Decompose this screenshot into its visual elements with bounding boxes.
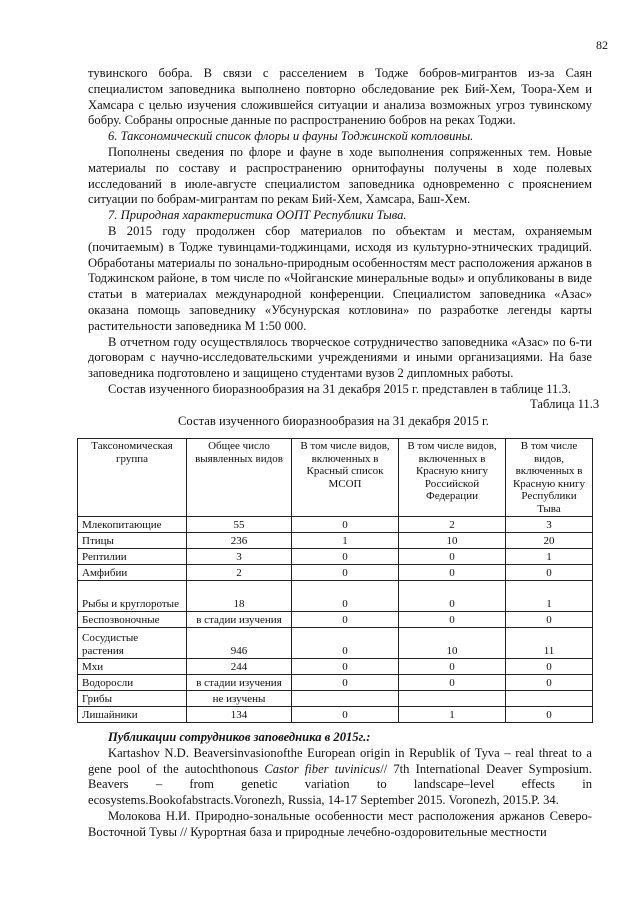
publication-1 (88, 746, 592, 809)
cell-tyva: 1 (506, 549, 593, 565)
cell-iucn: 0 (292, 581, 399, 612)
table-row (78, 612, 593, 628)
table-row (78, 659, 593, 675)
cell-total: не изучены (187, 691, 292, 707)
cell-total: 55 (187, 517, 292, 533)
cell-group: Рептилии (78, 549, 187, 565)
cell-tyva: 3 (506, 517, 593, 533)
publication-1-text-a: Kartashov N.D. Beaversinvasionofthe European origin in Republik of Tyva – real threat to a gene pool of the autochthonous (88, 745, 592, 776)
table-row (78, 565, 593, 581)
section7-heading: 7. Природная характеристика ООПТ Республики Тыва. (108, 208, 407, 223)
header-iucn: В том числе видов, включенных в Красный список МСОП (292, 439, 399, 517)
header-rf-redbook: В том числе видов, включенных в Красную книгу Российской Федерации (399, 439, 506, 517)
cell-total: 244 (187, 659, 292, 675)
table-row (78, 675, 593, 691)
section7-text3: Состав изученного биоразнообразия на 31 декабря 2015 г. представлен в таблице 11.3. (108, 381, 571, 396)
table-number: Таблица 11.3 (530, 397, 600, 411)
cell-rf: 10 (399, 628, 506, 659)
cell-rf: 0 (399, 675, 506, 691)
cell-iucn (292, 691, 399, 707)
table-row (78, 549, 593, 565)
cell-iucn: 0 (292, 612, 399, 628)
cell-total: 2 (187, 565, 292, 581)
paragraph-beaver: тувинского бобра. В связи с расселением в Тодже бобров-мигрантов из-за Саян специалистом заповедника выполнено повторно обследование рек Бий-Хем, Тоора-Хем и Хамсара с целью изучения сложившейся ситуации и анализа возможных угроз тувинскому бобру. Собраны опросные данные по распространению бобров на реках Тоджи. (88, 66, 592, 128)
cell-iucn: 0 (292, 517, 399, 533)
cell-rf: 0 (399, 612, 506, 628)
table-row (78, 517, 593, 533)
cell-tyva: 11 (506, 628, 593, 659)
section7-text1: В 2015 году продолжен сбор материалов по объектам и местам, охраняемым (почитаемым) в Тодже тувинцами-тоджинцами, исходя из культурно-этнических традиций. Обработаны материалы по зонально-природным особенностям мест расположения аржанов в Тоджинском районе, в том числе по «Чойганские минеральные воды» и опубликованы в виде статьи в материалах международной конференции. Специалистом заповедника «Азас» оказана помощь заповеднику «Убсунурская котловина» по разработке легенды карты растительности заповедника М 1:50 000. (88, 223, 592, 333)
cell-iucn: 0 (292, 628, 399, 659)
cell-total: 946 (187, 628, 292, 659)
cell-total: в стадии изучения (187, 675, 292, 691)
cell-iucn: 1 (292, 533, 399, 549)
cell-total: 134 (187, 707, 292, 723)
cell-group: Птицы (78, 533, 187, 549)
header-tyva-redbook: В том числе видов, включенных в Красную книгу Республики Тыва (506, 439, 593, 517)
page-number: 82 (596, 38, 608, 52)
table-row (78, 581, 593, 612)
cell-rf: 0 (399, 659, 506, 675)
cell-tyva: 0 (506, 659, 593, 675)
cell-total: 18 (187, 581, 292, 612)
cell-group: Грибы (78, 691, 187, 707)
publication-1-text-b: // 7th International Deaver Symposium. Beavers – from genetic variation to landscape–level effects in ecosystems.Bookofabstracts.Voronezh, Russia, 14-17 September 2015. Voronezh, 2015.P. 34. (88, 761, 592, 808)
cell-group: Сосудистые растения (78, 628, 187, 659)
cell-group: Мхи (78, 659, 187, 675)
publications-section (88, 730, 592, 841)
cell-iucn: 0 (292, 659, 399, 675)
cell-rf: 0 (399, 549, 506, 565)
table-caption-text: Состав изученного биоразнообразия на 31 декабря 2015 г. (178, 414, 489, 428)
cell-group: Млекопитающие (78, 517, 187, 533)
cell-tyva: 0 (506, 565, 593, 581)
publication-1-species: Castor fiber tuvinicus (264, 761, 381, 776)
section6-heading: 6. Таксономический список флоры и фауны Тоджинской котловины. (108, 129, 474, 144)
cell-rf (399, 691, 506, 707)
cell-tyva: 0 (506, 612, 593, 628)
cell-group: Амфибии (78, 565, 187, 581)
cell-rf: 10 (399, 533, 506, 549)
header-total: Общее число выявленных видов (187, 439, 292, 517)
table-row (78, 628, 593, 659)
publication-2: Молокова Н.И. Природно-зональные особенности мест расположения аржанов Северо-Восточной Тувы // Курортная база и природные лечебно-оздоровительные местности (88, 808, 592, 839)
biodiversity-table (77, 438, 593, 723)
cell-tyva: 0 (506, 675, 593, 691)
cell-tyva: 1 (506, 581, 593, 612)
table-row (78, 691, 593, 707)
publications-heading: Публикации сотрудников заповедника в 2015г.: (108, 730, 371, 744)
cell-tyva: 0 (506, 707, 593, 723)
cell-tyva (506, 691, 593, 707)
cell-rf: 1 (399, 707, 506, 723)
cell-iucn: 0 (292, 707, 399, 723)
section6-text: Пополнены сведения по флоре и фауне в ходе выполнения сопряженных тем. Новые материалы по составу и распространению орнитофауны получены в ходе полевых исследований в июле-августе специалистом заповедника одновременно с прояснением ситуации по бобрам-мигрантам по рекам Бий-Хем, Хамсара, Баш-Хем. (88, 144, 592, 207)
cell-iucn: 0 (292, 675, 399, 691)
header-group: Таксономическая группа (78, 439, 187, 517)
table-row (78, 707, 593, 723)
cell-rf: 0 (399, 565, 506, 581)
cell-group: Беспозвоночные (78, 612, 187, 628)
cell-total: 3 (187, 549, 292, 565)
cell-rf: 2 (399, 517, 506, 533)
table-row (78, 533, 593, 549)
cell-group: Рыбы и круглоротые (78, 581, 187, 612)
table-header-row (78, 439, 593, 517)
cell-group: Водоросли (78, 675, 187, 691)
cell-rf: 0 (399, 581, 506, 612)
section7-text2: В отчетном году осуществлялось творческое сотрудничество заповедника «Азас» по 6-ти договорам с научно-исследовательскими учреждениями и иными организациями. На базе заповедника подготовлено и защищено студентами вузов 2 дипломных работы. (88, 334, 592, 381)
cell-iucn: 0 (292, 565, 399, 581)
cell-group: Лишайники (78, 707, 187, 723)
cell-tyva: 20 (506, 533, 593, 549)
main-text-top (88, 66, 592, 398)
cell-total: в стадии изучения (187, 612, 292, 628)
cell-iucn: 0 (292, 549, 399, 565)
cell-total: 236 (187, 533, 292, 549)
